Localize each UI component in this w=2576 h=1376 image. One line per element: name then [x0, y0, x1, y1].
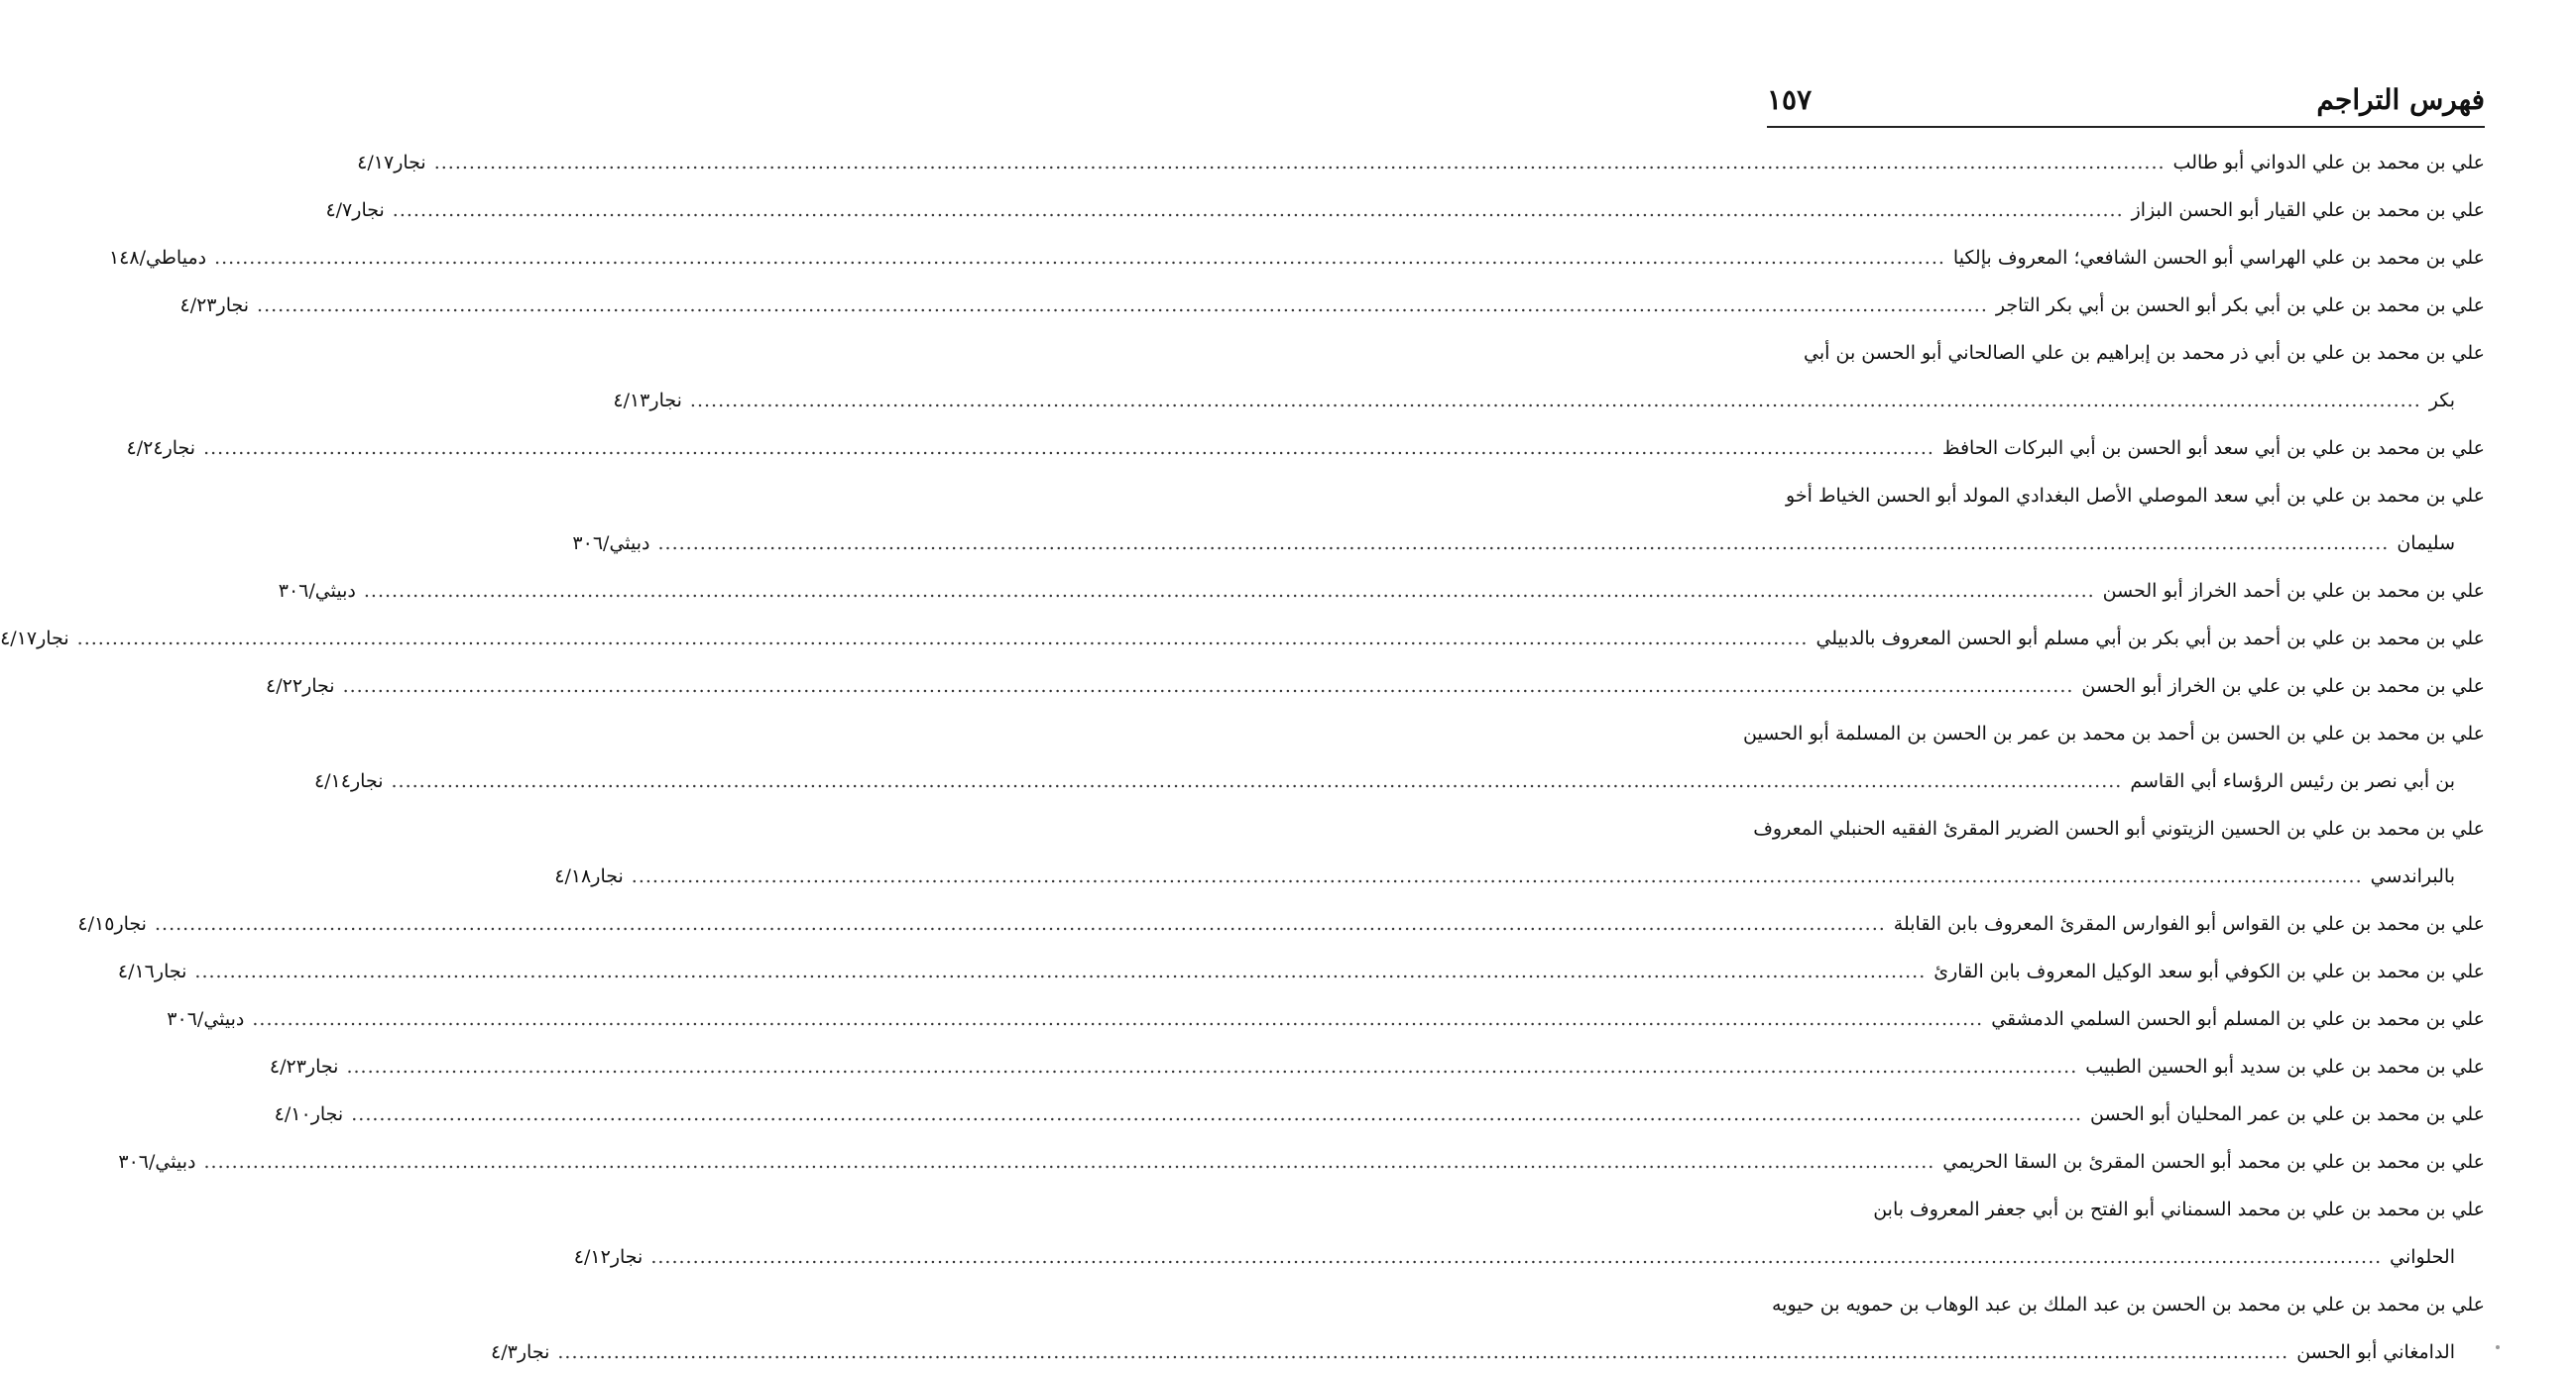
leader-dots	[392, 757, 2123, 805]
entry-reference: دبيثي/٣٠٦	[118, 1151, 196, 1173]
leader-dots	[346, 1043, 2077, 1090]
leader-dots	[203, 424, 1934, 472]
entry-name: علي بن محمد بن علي بن الحسين الزيتوني أبو الحسن الضرير المقرئ الفقيه الحنبلي المعروف	[1753, 818, 2485, 840]
entry-reference: نجار٤/٢٣	[269, 1056, 339, 1078]
leader-dots	[351, 1090, 2082, 1138]
leader-dots	[203, 1138, 1934, 1186]
entry-name: علي بن محمد بن علي بن محمد السمناني أبو الفتح بن أبي جعفر المعروف بابن	[1873, 1199, 2485, 1220]
leader-dots	[77, 615, 1809, 662]
entry-reference: نجار٤/١٧	[0, 628, 69, 649]
entry-reference: دبيثي/٣٠٦	[167, 1008, 245, 1030]
index-entry	[491, 1281, 2485, 1376]
index-entry	[278, 567, 2485, 615]
entry-reference: نجار٤/١٢	[573, 1246, 644, 1268]
entry-reference: نجار٤/١٧	[357, 152, 426, 173]
leader-dots	[214, 234, 1945, 282]
entry-name: علي بن محمد بن علي بن الحسن بن أحمد بن محمد بن عمر بن الحسن بن المسلمة أبو الحسين	[1742, 723, 2485, 745]
entry-reference: نجار٤/١٦	[117, 961, 187, 982]
index-entry	[117, 948, 2485, 995]
index-entry	[179, 282, 2485, 329]
index-entry	[266, 662, 2485, 710]
index-entry	[108, 234, 2485, 282]
entry-name: علي بن محمد بن علي بن عمر المحليان أبو الحسن	[2090, 1103, 2485, 1125]
leader-dots	[557, 1328, 2288, 1376]
page-number: ١٥٧	[1767, 82, 1813, 116]
index-entry	[118, 1138, 2485, 1186]
entry-name: علي بن محمد بن علي بن محمد أبو الحسن المقرئ بن السقا الحريمي	[1942, 1151, 2485, 1173]
index-entry	[573, 1186, 2485, 1281]
index-entry	[572, 472, 2485, 567]
entry-reference: نجار٤/٣	[491, 1341, 550, 1363]
index-entry	[167, 995, 2485, 1043]
page-title: فهرس التراجم	[2316, 82, 2485, 116]
print-speck	[2496, 1345, 2500, 1349]
leader-dots	[155, 900, 1886, 948]
entry-reference: دبيثي/٣٠٦	[278, 580, 356, 602]
header-rule	[1767, 126, 2485, 128]
entry-name: علي بن محمد بن علي بن علي بن الخراز أبو الحسن	[2081, 675, 2485, 697]
entry-name: علي بن محمد بن علي بن أحمد بن أبي بكر بن أبي مسلم أبو الحسن المعروف بالدبيلي	[1815, 628, 2485, 649]
entry-reference: نجار٤/٢٢	[266, 675, 335, 697]
leader-dots	[658, 519, 2390, 567]
index-entry	[325, 186, 2485, 234]
leader-dots	[393, 186, 2124, 234]
leader-dots	[252, 995, 1983, 1043]
index-entry	[554, 805, 2485, 900]
entry-reference: نجار٤/١٠	[274, 1103, 344, 1125]
page-header	[1767, 77, 2485, 121]
entry-name: علي بن محمد بن علي بن المسلم أبو الحسن السلمي الدمشقي	[1991, 1008, 2485, 1030]
entry-reference: نجار٤/١٥	[77, 913, 147, 935]
index-entry	[313, 710, 2485, 805]
index-entry	[269, 1043, 2485, 1090]
entry-name: علي بن محمد بن علي بن أبي ذر محمد بن إبراهيم بن علي الصالحاني أبو الحسن بن أبي	[1804, 342, 2485, 364]
index-entries	[0, 139, 2485, 1376]
index-entry	[77, 900, 2485, 948]
entry-name: علي بن محمد بن علي الهراسي أبو الحسن الشافعي؛ المعروف بإلكيا	[1952, 247, 2485, 269]
entry-name-continued: الحلواني	[2390, 1246, 2455, 1268]
index-entry	[357, 139, 2485, 186]
leader-dots	[343, 662, 2074, 710]
leader-dots	[364, 567, 2095, 615]
index-entry	[274, 1090, 2485, 1138]
entry-name: علي بن محمد بن علي بن الكوفي أبو سعد الوكيل المعروف بابن القارئ	[1933, 961, 2485, 982]
index-entry	[0, 615, 2485, 662]
entry-name: علي بن محمد بن علي بن أحمد الخراز أبو الحسن	[2102, 580, 2485, 602]
entry-name-continued: بالبراندسي	[2370, 865, 2455, 887]
entry-reference: نجار٤/١٣	[613, 390, 682, 411]
entry-name: علي بن محمد بن علي الدواني أبو طالب	[2172, 152, 2485, 173]
index-entry	[126, 424, 2485, 472]
leader-dots	[632, 853, 2363, 900]
entry-name: علي بن محمد بن علي القيار أبو الحسن البزاز	[2131, 199, 2485, 221]
entry-name: علي بن محمد بن علي بن أبي سعد الموصلي الأصل البغدادي المولد أبو الحسن الخياط أخو	[1786, 485, 2485, 507]
entry-reference: دبيثي/٣٠٦	[572, 532, 650, 554]
entry-reference: نجار٤/٧	[325, 199, 385, 221]
leader-dots	[650, 1233, 2382, 1281]
leader-dots	[194, 948, 1926, 995]
entry-name: علي بن محمد بن علي بن أبي بكر أبو الحسن بن أبي بكر التاجر	[1995, 294, 2485, 316]
leader-dots	[690, 377, 2421, 424]
entry-reference: نجار٤/١٤	[313, 770, 384, 792]
entry-name: علي بن محمد بن علي بن محمد بن الحسن بن عبد الملك بن عبد الوهاب بن حمويه بن حيويه	[1771, 1294, 2485, 1316]
leader-dots	[434, 139, 2166, 186]
entry-reference: نجار٤/١٨	[554, 865, 624, 887]
entry-reference: دمياطي/١٤٨	[108, 247, 207, 269]
entry-reference: نجار٤/٢٤	[126, 437, 196, 459]
entry-name-continued: بن أبي نصر بن رئيس الرؤساء أبي القاسم	[2130, 770, 2455, 792]
entry-reference: نجار٤/٢٣	[179, 294, 250, 316]
entry-name-continued: سليمان	[2397, 532, 2455, 554]
entry-name: علي بن محمد بن علي بن أبي سعد أبو الحسن بن أبي البركات الحافظ	[1941, 437, 2485, 459]
entry-name: علي بن محمد بن علي بن القواس أبو الفوارس المقرئ المعروف بابن القابلة	[1893, 913, 2485, 935]
entry-name: علي بن محمد بن علي بن سديد أبو الحسين الطبيب	[2085, 1056, 2485, 1078]
entry-name-continued: بكر	[2428, 390, 2455, 411]
index-entry	[613, 329, 2485, 424]
leader-dots	[257, 282, 1988, 329]
entry-name-continued: الدامغاني أبو الحسن	[2296, 1341, 2455, 1363]
